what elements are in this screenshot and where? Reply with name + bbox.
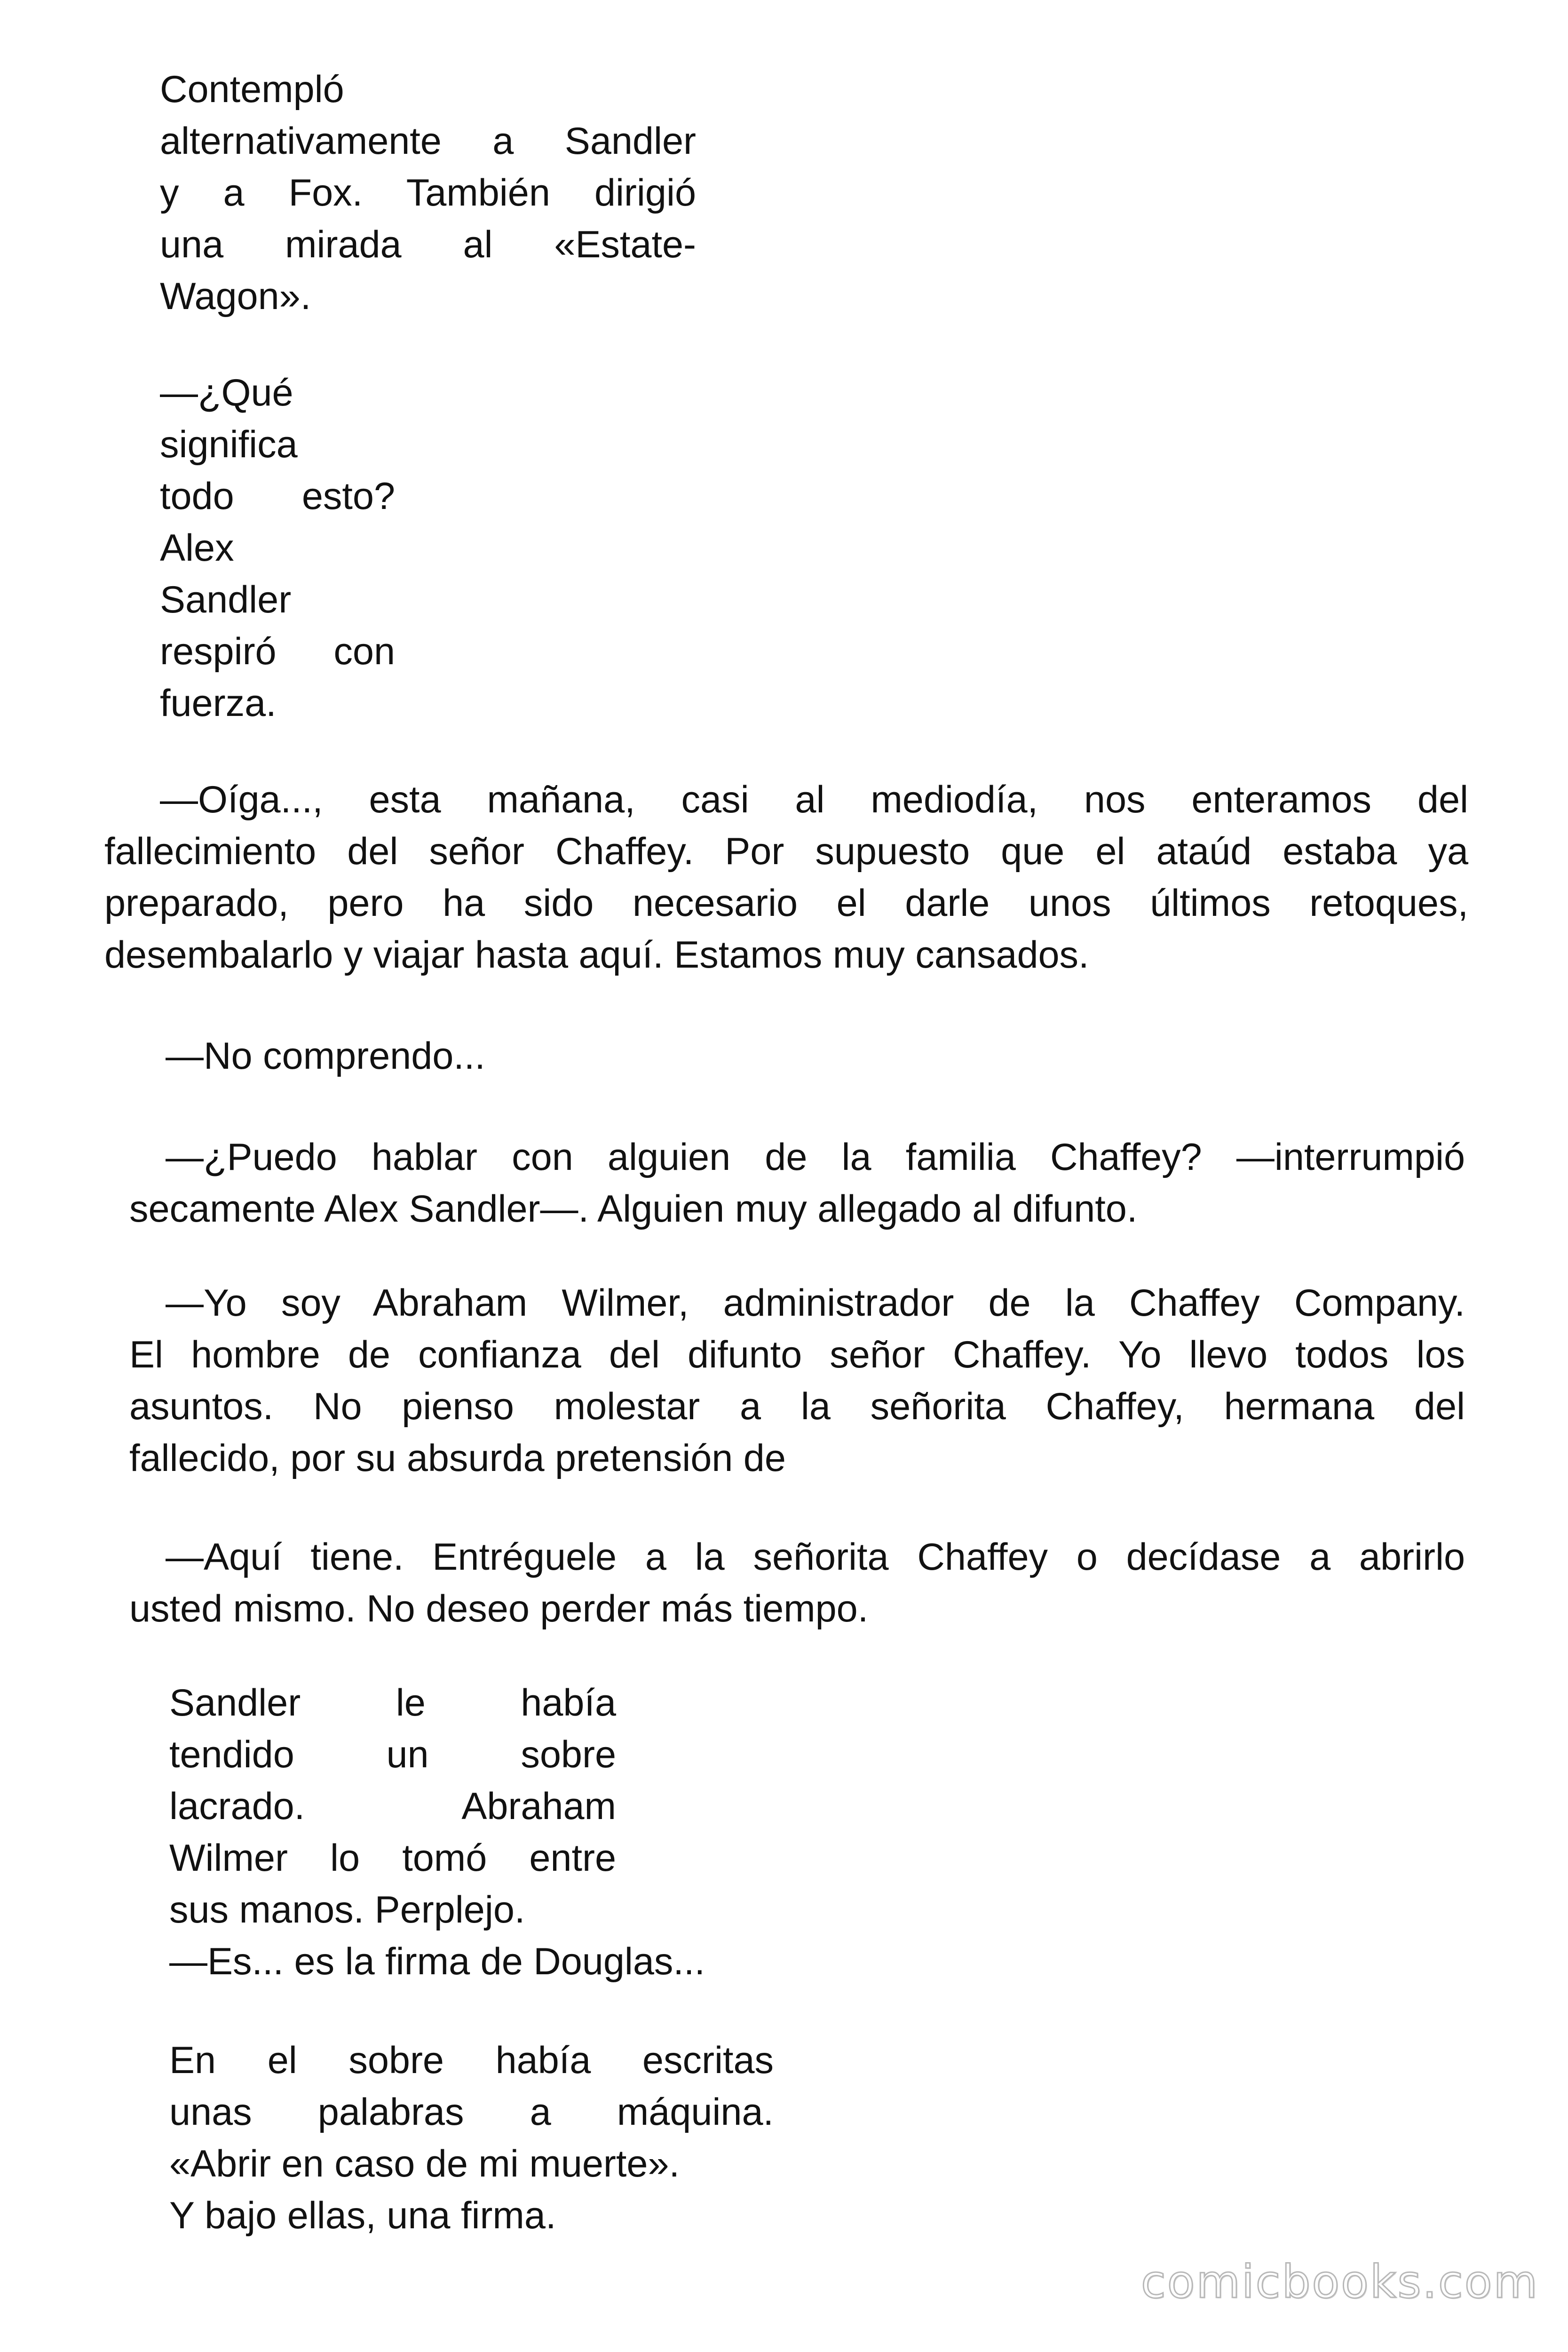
text-line: fallecimiento del señor Chaffey. Por supuesto que el ataúd estaba ya [104, 830, 1468, 873]
text-line: «Abrir en caso de mi muerte». [169, 2143, 680, 2185]
paragraph-8 [169, 1677, 705, 1987]
text-line: —Yo soy Abraham Wilmer, administrador de la Chaffey Company. [166, 1282, 1465, 1324]
text-line: todo esto? [160, 475, 395, 517]
paragraph-7 [129, 1531, 1465, 1635]
paragraph-1 [160, 64, 696, 322]
text-line: Wagon». [160, 275, 311, 318]
text-line: —Es... es la firma de Douglas... [169, 1940, 705, 1983]
paragraph-6 [129, 1277, 1465, 1484]
text-line: Sandler [160, 579, 292, 621]
text-line: alternativamente a Sandler [160, 120, 696, 162]
text-line: secamente Alex Sandler—. Alguien muy allegado al difunto. [129, 1188, 1138, 1230]
text-line: unas palabras a máquina. [169, 2091, 774, 2133]
text-line: En el sobre había escritas [169, 2039, 774, 2082]
text-line: y a Fox. También dirigió [160, 172, 696, 214]
text-line: tendido un sobre [169, 1733, 616, 1776]
text-line: desembalarlo y viajar hasta aquí. Estamos muy cansados. [104, 934, 1089, 976]
text-line: fuerza. [160, 682, 277, 724]
text-line: significa [160, 423, 298, 466]
paragraph-9 [169, 2034, 774, 2241]
paragraph-4 [166, 1030, 824, 1082]
text-line: —Aquí tiene. Entréguele a la señorita Chaffey o decídase a abrirlo [166, 1536, 1465, 1578]
text-line: Contempló [160, 68, 344, 111]
site-watermark: comicbooks.com [1140, 2256, 1539, 2308]
text-line: respiró con [160, 630, 395, 673]
text-line: —¿Qué [160, 372, 293, 414]
text-line: Alex [160, 527, 234, 569]
text-line: sus manos. Perplejo. [169, 1889, 525, 1931]
text-line: —Oíga..., esta mañana, casi al mediodía, nos enteramos del [160, 779, 1468, 821]
text-line: Sandler le había [169, 1682, 616, 1724]
paragraph-3 [104, 774, 1468, 981]
text-line: asuntos. No pienso molestar a la señorita Chaffey, hermana del [129, 1385, 1465, 1428]
text-line: Y bajo ellas, una firma. [169, 2194, 556, 2237]
text-line: Wilmer lo tomó entre [169, 1837, 616, 1879]
text-line: preparado, pero ha sido necesario el darle unos últimos retoques, [104, 882, 1468, 924]
text-line: lacrado. Abraham [169, 1785, 616, 1828]
text-line: una mirada al «Estate- [160, 223, 696, 266]
text-line: —¿Puedo hablar con alguien de la familia Chaffey? —interrumpió [166, 1136, 1465, 1178]
text-line: usted mismo. No deseo perder más tiempo. [129, 1588, 869, 1630]
text-line: fallecido, por su absurda pretensión de [129, 1437, 786, 1479]
paragraph-2 [160, 367, 395, 729]
text-line: —No comprendo... [166, 1035, 485, 1077]
text-line: El hombre de confianza del difunto señor Chaffey. Yo llevo todos los [129, 1334, 1465, 1376]
paragraph-5 [129, 1131, 1465, 1235]
